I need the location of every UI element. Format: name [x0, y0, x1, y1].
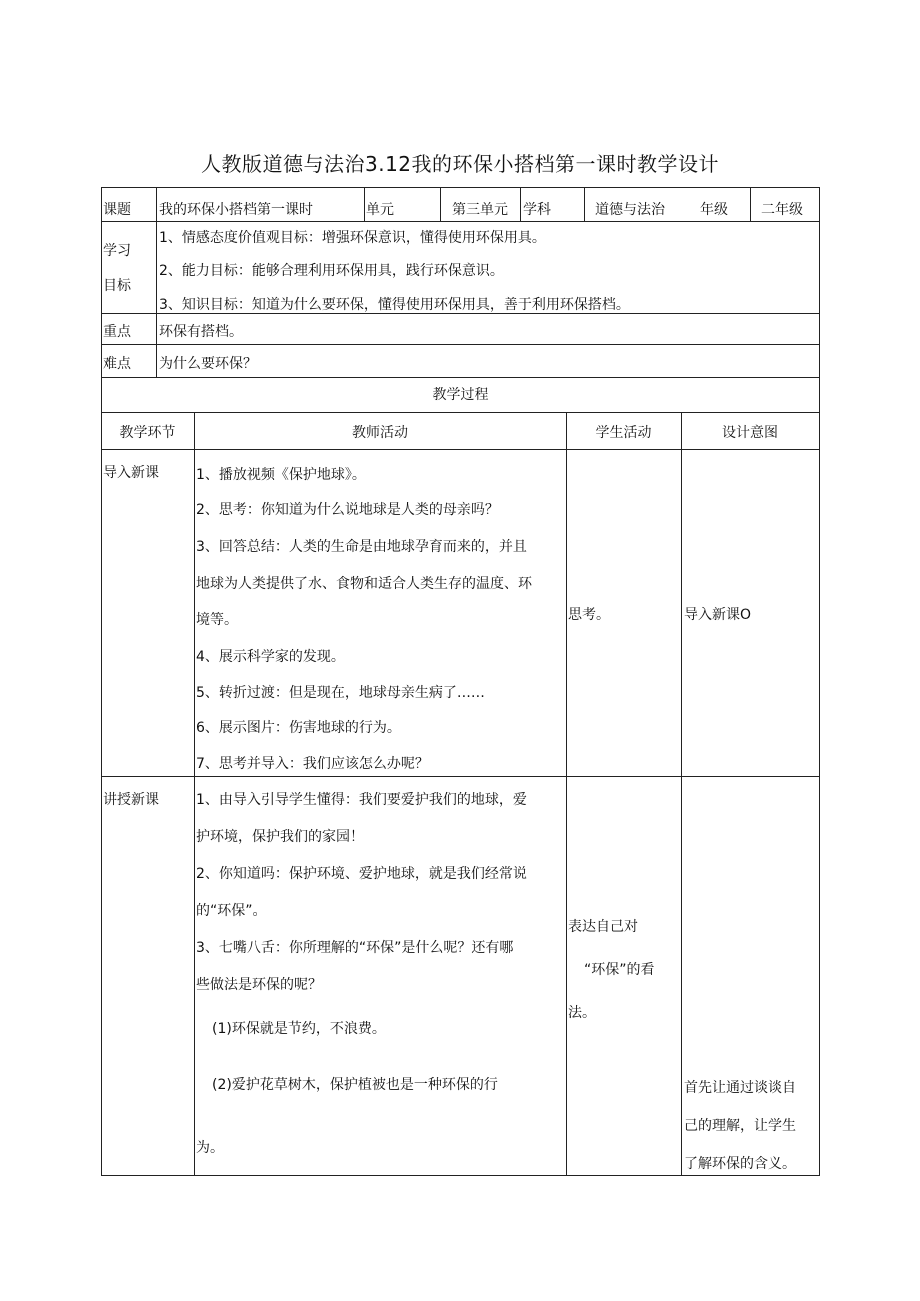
lesson-label: 课题 — [103, 202, 131, 218]
teacher-activity-line: 境等。 — [196, 612, 238, 628]
grade-value: 二年级 — [761, 202, 803, 218]
teacher-activity-line: 5、转折过渡：但是现在，地球母亲生病了…… — [196, 685, 485, 701]
objective-item: 2、能力目标：能够合理利用环保用具，践行环保意识。 — [159, 263, 504, 279]
table-border — [101, 313, 820, 314]
teacher-activity-line: 1、播放视频《保护地球》。 — [196, 467, 366, 483]
teacher-activity-line: 6、展示图片：伤害地球的行为。 — [196, 720, 401, 736]
objective-item: 3、知识目标：知道为什么要环保，懂得使用环保用具，善于利用环保搭档。 — [159, 297, 630, 313]
unit-value: 第三单元 — [452, 202, 508, 218]
table-border — [101, 1175, 820, 1176]
table-border — [101, 412, 820, 413]
document-title: 人教版道德与法治3.12我的环保小搭档第一课时教学设计 — [200, 152, 720, 176]
column-header: 教学环节 — [119, 425, 176, 441]
design-intent-line: 己的理解，让学生 — [684, 1118, 796, 1134]
objectives-label: 目标 — [103, 278, 131, 294]
teacher-activity-line: (1)环保就是节约，不浪费。 — [212, 1021, 386, 1037]
table-border — [101, 221, 820, 222]
teacher-activity-line: 3、七嘴八舌：你所理解的“环保”是什么呢？还有哪 — [196, 940, 514, 956]
table-border — [101, 187, 102, 1176]
teacher-activity-line: 为。 — [196, 1140, 224, 1156]
table-border — [520, 187, 521, 221]
stage-label: 讲授新课 — [103, 792, 159, 808]
table-border — [566, 412, 567, 1176]
objectives-label: 学习 — [103, 243, 131, 259]
teacher-activity-line: 3、回答总结：人类的生命是由地球孕育而来的，并且 — [196, 539, 527, 555]
table-border — [681, 412, 682, 1176]
teacher-activity-line: 4、展示科学家的发现。 — [196, 649, 345, 665]
student-activity-line: 表达自己对 — [568, 919, 638, 935]
design-intent-line: 首先让通过谈谈自 — [684, 1080, 796, 1096]
difficulty-label: 难点 — [103, 356, 131, 372]
student-activity-line: 思考。 — [568, 607, 610, 623]
table-border — [819, 187, 820, 1176]
difficulty-value: 为什么要环保？ — [159, 356, 257, 372]
design-intent-line: 导入新课O — [684, 607, 752, 623]
column-header: 学生活动 — [595, 425, 652, 441]
student-activity-line: “环保”的看 — [584, 962, 655, 978]
table-border — [364, 187, 365, 221]
table-border — [750, 187, 751, 221]
teacher-activity-line: (2)爱护花草树木，保护植被也是一种环保的行 — [212, 1077, 498, 1093]
key-point-value: 环保有搭档。 — [159, 324, 243, 340]
teacher-activity-line: 7、思考并导入：我们应该怎么办呢？ — [196, 756, 429, 772]
column-header: 设计意图 — [722, 425, 778, 441]
teacher-activity-line: 2、思考：你知道为什么说地球是人类的母亲吗？ — [196, 502, 499, 518]
table-border — [584, 187, 585, 221]
teacher-activity-line: 的“环保”。 — [196, 903, 267, 919]
teacher-activity-line: 2、你知道吗：保护环境、爱护地球，就是我们经常说 — [196, 866, 527, 882]
student-activity-line: 法。 — [568, 1005, 596, 1021]
objective-item: 1、情感态度价值观目标：增强环保意识，懂得使用环保用具。 — [159, 230, 546, 246]
process-header: 教学过程 — [432, 387, 489, 403]
table-border — [101, 449, 820, 450]
teacher-activity-line: 地球为人类提供了水、食物和适合人类生存的温度、环 — [196, 576, 532, 592]
teacher-activity-line: 护环境，保护我们的家园！ — [196, 829, 364, 845]
grade-label: 年级 — [700, 202, 728, 218]
table-border — [440, 187, 441, 221]
teacher-activity-line: 些做法是环保的呢？ — [196, 977, 322, 993]
design-intent-line: 了解环保的含义。 — [684, 1156, 796, 1172]
table-border — [101, 776, 820, 777]
table-border — [194, 412, 195, 1176]
teacher-activity-line: 1、由导入引导学生懂得：我们要爱护我们的地球，爱 — [196, 792, 527, 808]
lesson-value: 我的环保小搭档第一课时 — [159, 202, 313, 218]
stage-label: 导入新课 — [103, 465, 159, 481]
table-border — [101, 344, 820, 345]
table-border — [101, 377, 820, 378]
column-header: 教师活动 — [352, 425, 408, 441]
table-border — [101, 187, 820, 188]
subject-label: 学科 — [523, 202, 551, 218]
subject-value: 道德与法治 — [595, 202, 665, 218]
unit-label: 单元 — [366, 202, 394, 218]
table-border — [156, 187, 157, 377]
key-point-label: 重点 — [103, 324, 131, 340]
